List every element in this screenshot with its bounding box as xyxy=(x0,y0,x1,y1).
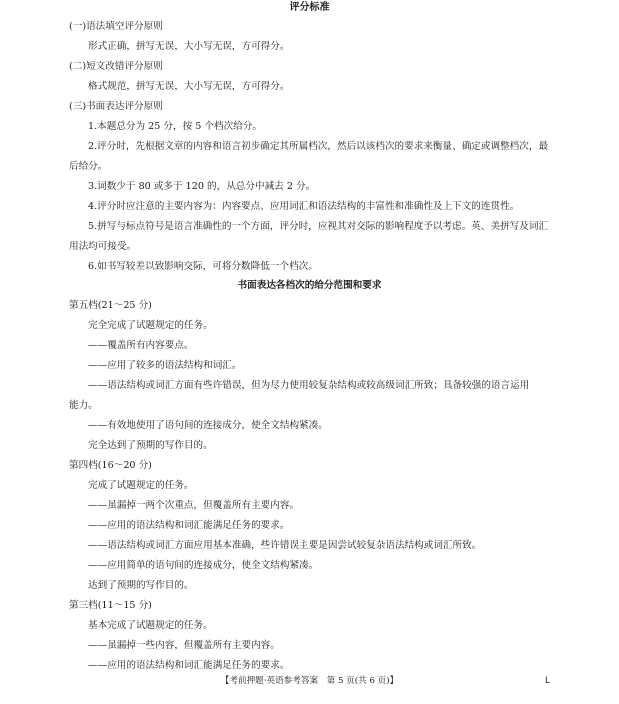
page-footer: 【考前押题·英语参考答案 第 5 页(共 6 页)】 xyxy=(220,676,399,686)
writing-rule-2: 2.评分时，先根据文章的内容和语言初步确定其所属档次，然后以该档次的要求来衡量、确定或调整档次，最 xyxy=(88,141,549,152)
paragraph-error-correction-rule: 格式规范，拼写无误，大小写无误，方可得分。 xyxy=(88,81,290,92)
level-4-goal: 达到了预期的写作目的。 xyxy=(88,580,194,591)
level-5-item-cont: 能力。 xyxy=(69,400,98,411)
writing-rule-2-cont: 后给分。 xyxy=(69,161,108,172)
level-5-item: ——语法结构或词汇方面有些许错误，但为尽力使用较复杂结构或较高级词汇所致；具备较强的语言运用 xyxy=(88,380,530,391)
section-heading-error-correction: (二)短文改错评分原则 xyxy=(69,61,163,72)
level-5-goal: 完全达到了预期的写作目的。 xyxy=(88,440,213,451)
level-4-item: ——应用的语法结构和词汇能满足任务的要求。 xyxy=(88,520,290,531)
writing-rule-5: 5.拼写与标点符号是语言准确性的一个方面，评分时，应视其对交际的影响程度予以考虑。英、美拼写及词汇 xyxy=(88,221,549,232)
level-5-item: ——有效地使用了语句间的连接成分，使全文结构紧凑。 xyxy=(88,420,328,431)
level-3-heading: 第三档(11～15 分) xyxy=(69,600,152,611)
section-heading-writing: (三)书面表达评分原则 xyxy=(69,101,163,112)
level-5-heading: 第五档(21～25 分) xyxy=(69,300,152,311)
level-4-summary: 完成了试题规定的任务。 xyxy=(88,480,194,491)
level-3-item: ——应用的语法结构和词汇能满足任务的要求。 xyxy=(88,660,290,671)
level-3-item: ——虽漏掉一些内容，但覆盖所有主要内容。 xyxy=(88,640,280,651)
level-4-heading: 第四档(16～20 分) xyxy=(69,460,152,471)
level-5-item: ——应用了较多的语法结构和词汇。 xyxy=(88,360,242,371)
section-subtitle: 书面表达各档次的给分范围和要求 xyxy=(237,280,382,291)
level-4-item: ——应用简单的语句间的连接成分，使全文结构紧凑。 xyxy=(88,560,319,571)
level-4-item: ——虽漏掉一两个次重点，但覆盖所有主要内容。 xyxy=(88,500,300,511)
writing-rule-5-cont: 用法均可接受。 xyxy=(69,241,137,252)
writing-rule-3: 3.词数少于 80 或多于 120 的，从总分中减去 2 分。 xyxy=(88,181,316,192)
level-5-summary: 完全完成了试题规定的任务。 xyxy=(88,320,213,331)
writing-rule-1: 1.本题总分为 25 分，按 5 个档次给分。 xyxy=(88,121,262,132)
writing-rule-6: 6.如书写较差以致影响交际，可将分数降低一个档次。 xyxy=(88,261,318,272)
page-title: 评分标准 xyxy=(289,2,330,13)
paragraph-grammar-fill-rule: 形式正确，拼写无误，大小写无误，方可得分。 xyxy=(88,41,290,52)
corner-mark: L xyxy=(545,676,550,686)
level-5-item: ——覆盖所有内容要点。 xyxy=(88,340,194,351)
level-3-summary: 基本完成了试题规定的任务。 xyxy=(88,620,213,631)
level-4-item: ——语法结构或词汇方面应用基本准确，些许错误主要是因尝试较复杂语法结构或词汇所致。 xyxy=(88,540,482,551)
writing-rule-4: 4.评分时应注意的主要内容为：内容要点、应用词汇和语法结构的丰富性和准确性及上下文的连贯性。 xyxy=(88,201,520,212)
section-heading-grammar-fill: (一)语法填空评分原则 xyxy=(69,21,163,32)
